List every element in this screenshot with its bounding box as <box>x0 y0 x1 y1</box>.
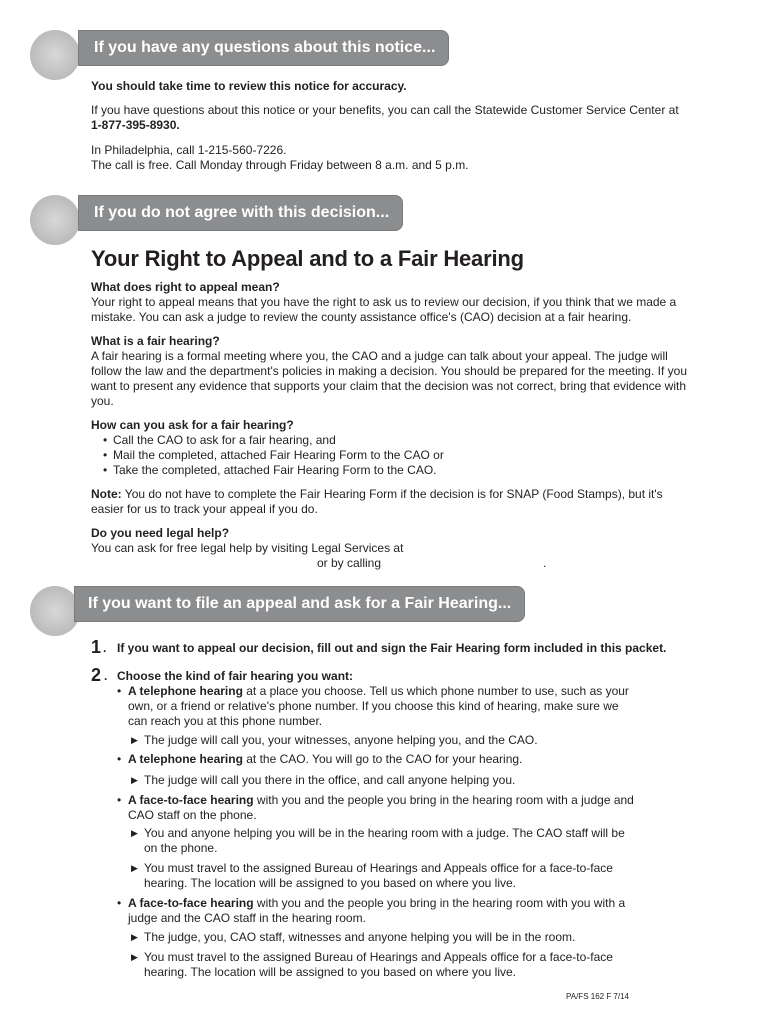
banner-circle-icon <box>30 30 80 80</box>
question-how-to-ask: How can you ask for a fair hearing? <box>91 418 294 432</box>
triangle-bullet-icon: ▶ <box>131 775 138 785</box>
review-lead: You should take time to review this notice for accuracy. <box>91 79 407 93</box>
form-id: PA/FS 162 F 7/14 <box>566 992 629 1001</box>
appeal-section <box>91 246 691 571</box>
step-2-text: Choose the kind of fair hearing you want: <box>117 669 354 683</box>
answer-appeal: Your right to appeal means that you have the right to ask us to review our decision, if you think that we made a mistake. You can ask a judge to review the county assistance office's (CAO) decision at a fair hearing. <box>91 295 677 324</box>
hearing-detail: ▶ You must travel to the assigned Bureau of Hearings and Appeals office for a face-to-face hearing. The location will be assigned to you based on where you live. <box>131 950 613 979</box>
hearing-detail: ▶ You must travel to the assigned Bureau of Hearings and Appeals office for a face-to-face hearing. The location will be assigned to you based on where you live. <box>131 861 613 890</box>
question-fair-hearing: What is a fair hearing? <box>91 334 220 348</box>
triangle-bullet-icon: ▶ <box>131 932 138 942</box>
banner-heading: If you do not agree with this decision... <box>78 195 403 231</box>
legal-help-blank-line: or by calling . <box>317 556 547 570</box>
hearing-option: • A face-to-face hearing with you and the people you bring in the hearing room with you with a judge and the CAO staff in the hearing room. <box>117 896 626 925</box>
banner-circle-icon <box>30 586 80 636</box>
hearing-detail: ▶ The judge will call you there in the office, and call anyone helping you. <box>131 773 516 787</box>
hearing-detail: ▶ You and anyone helping you will be in the hearing room with a judge. The CAO staff will be on the phone. <box>131 826 625 855</box>
ways-list <box>91 433 691 478</box>
list-item: • Call the CAO to ask for a fair hearing, and <box>103 433 691 448</box>
customer-service-phone: 1-877-395-8930. <box>91 118 180 132</box>
banner-heading: If you have any questions about this notice... <box>78 30 449 66</box>
question-legal-help: Do you need legal help? <box>91 526 230 540</box>
list-item: • Mail the completed, attached Fair Hearing Form to the CAO or <box>103 448 691 463</box>
philadelphia-text: In Philadelphia, call 1-215-560-7226. The call is free. Call Monday through Friday between 8 a.m. and 5 p.m. <box>91 143 469 172</box>
question-appeal: What does right to appeal mean? <box>91 280 280 294</box>
step-number: 1 <box>91 637 102 657</box>
hearing-detail: ▶ The judge, you, CAO staff, witnesses and anyone helping you will be in the room. <box>131 930 576 944</box>
answer-legal-help: You can ask for free legal help by visiting Legal Services at <box>91 541 404 555</box>
triangle-bullet-icon: ▶ <box>131 952 138 962</box>
hearing-option: • A telephone hearing at the CAO. You will go to the CAO for your hearing. <box>117 752 523 766</box>
hearing-option: • A face-to-face hearing with you and the people you bring in the hearing room with a judge and CAO staff on the phone. <box>117 793 634 822</box>
hearing-detail: ▶ The judge will call you, your witnesses, anyone helping you, and the CAO. <box>131 733 538 747</box>
triangle-bullet-icon: ▶ <box>131 863 138 873</box>
hearing-option: • A telephone hearing at a place you choose. Tell us which phone number to use, such as your own, or a friend or relative's phone number. If you choose this kind of hearing, make sure we can reach you at this phone number. <box>117 684 629 728</box>
answer-fair-hearing: A fair hearing is a formal meeting where you, the CAO and a judge can talk about your appeal. The judge will follow the law and the department's policies in making a decision. You should be prepared for the meeting. If you want to present any evidence that supports your claim that the decision was not correct, bring that evidence with you. <box>91 349 687 408</box>
note-text: Note: You do not have to complete the Fair Hearing Form if the decision is for SNAP (Food Stamps), but it's easier for us to track your appeal if you do. <box>91 487 663 516</box>
triangle-bullet-icon: ▶ <box>131 735 138 745</box>
banner-circle-icon <box>30 195 80 245</box>
step-number: 2 <box>91 665 102 685</box>
step-1-text: If you want to appeal our decision, fill out and sign the Fair Hearing form included in this packet. <box>117 641 667 655</box>
appeal-title: Your Right to Appeal and to a Fair Hearing <box>91 246 524 271</box>
questions-body <box>91 79 691 173</box>
list-item: • Take the completed, attached Fair Hearing Form to the CAO. <box>103 463 691 478</box>
customer-service-text: If you have questions about this notice or your benefits, you can call the Statewide Customer Service Center at 1-877-395-8930. <box>91 103 679 132</box>
banner-heading: If you want to file an appeal and ask for a Fair Hearing... <box>74 586 525 622</box>
triangle-bullet-icon: ▶ <box>131 828 138 838</box>
